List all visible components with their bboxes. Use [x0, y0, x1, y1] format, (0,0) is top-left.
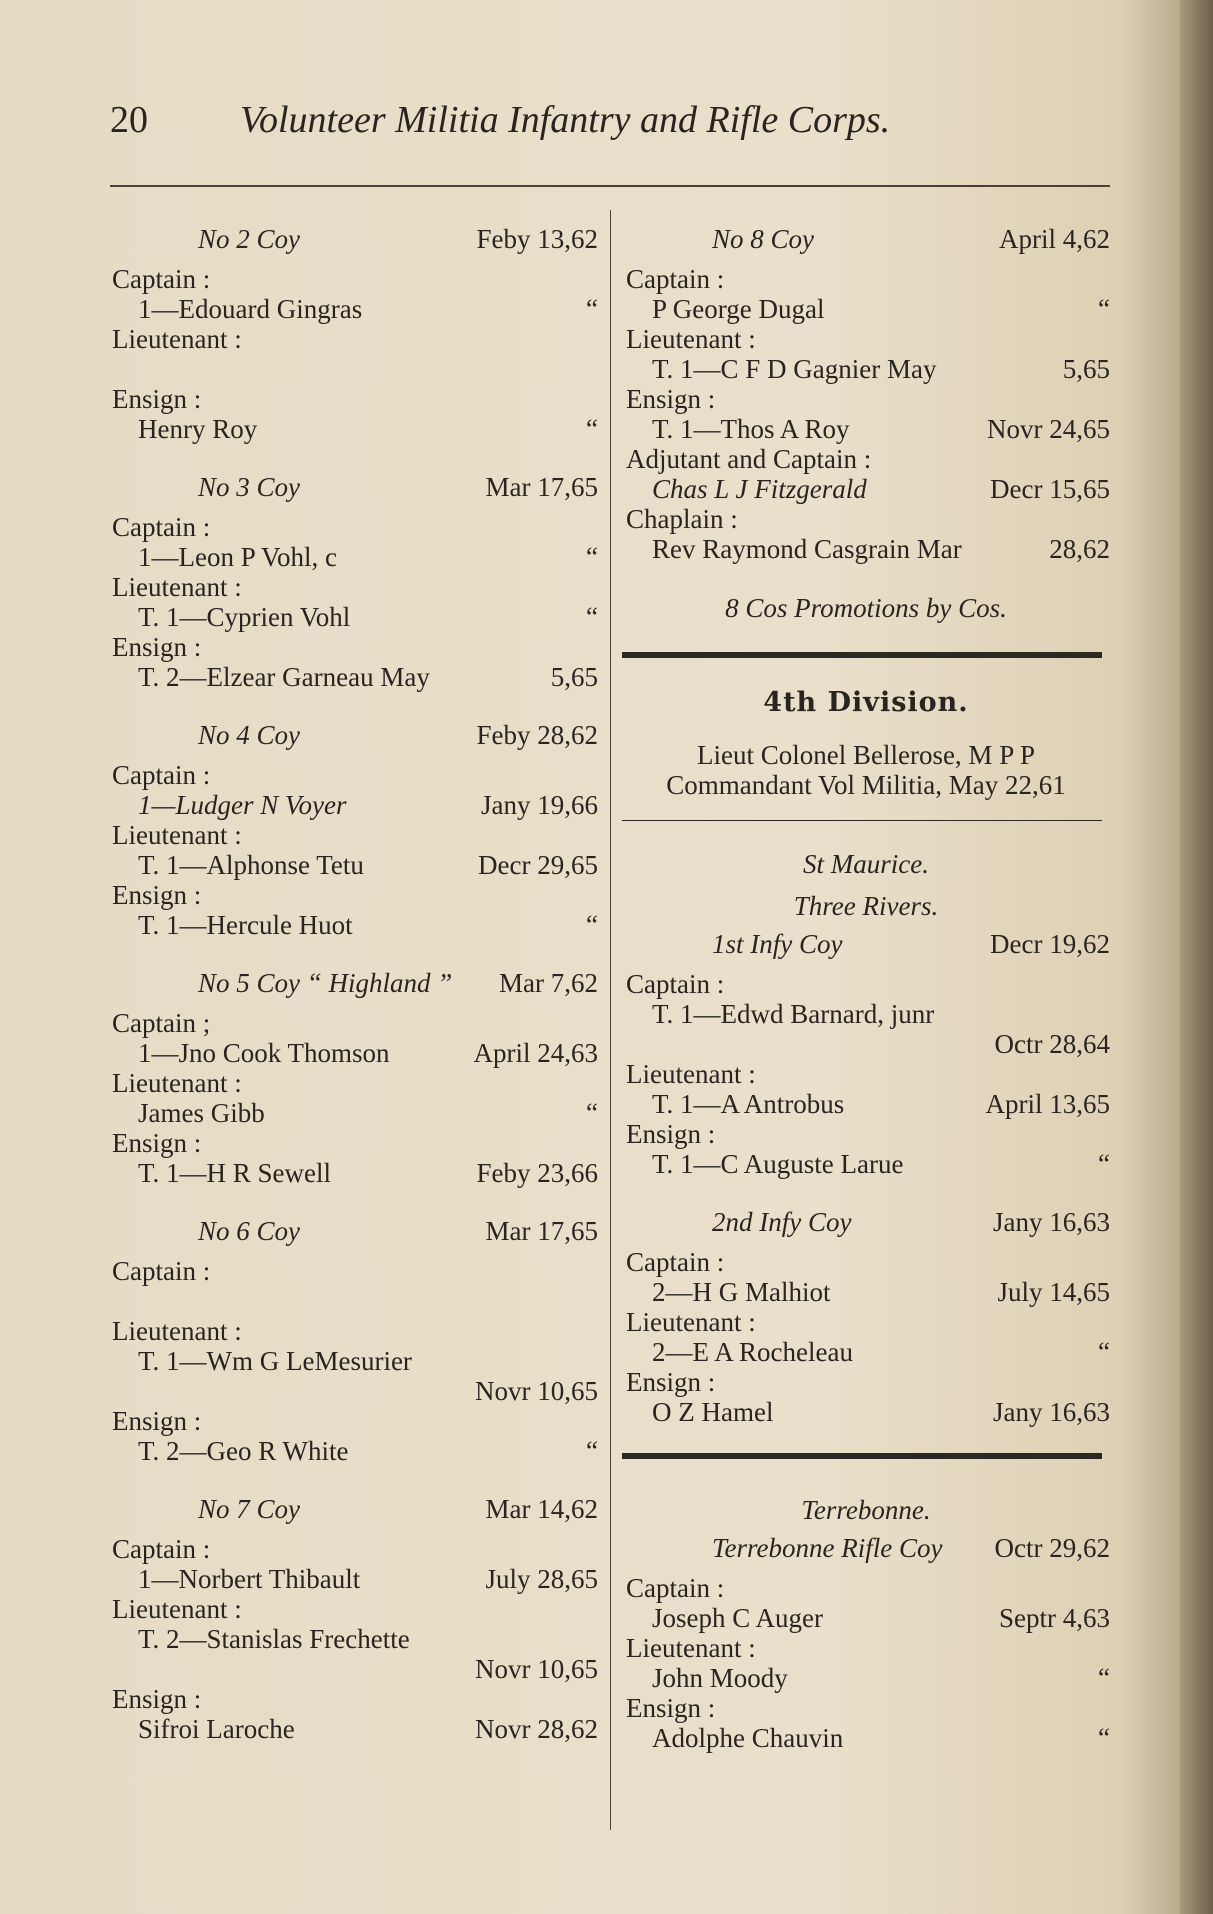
- company-entry: [108, 718, 598, 940]
- entry-line: [108, 602, 598, 632]
- commission-date: Septr 4,63: [999, 1603, 1110, 1633]
- entry-line: [108, 1068, 598, 1098]
- rank-label: Ensign :: [112, 1684, 202, 1714]
- entry-line: [108, 1684, 598, 1714]
- entry-line: [622, 504, 1110, 534]
- entry-line: [108, 294, 598, 324]
- officer-name: T. 1—Cyprien Vohl: [138, 602, 351, 632]
- entry-line: [108, 1098, 598, 1128]
- officer-name: 1—Edouard Gingras: [138, 294, 363, 324]
- commission-date: “: [586, 602, 598, 632]
- company-entry: [108, 1214, 598, 1466]
- entry-line: [108, 1346, 598, 1376]
- officer-name: John Moody: [652, 1663, 788, 1693]
- rank-label: Lieutenant :: [626, 1633, 756, 1663]
- rank-label: Lieutenant :: [626, 324, 756, 354]
- section-rule: [622, 652, 1102, 658]
- division-heading: 4th Division.: [763, 687, 969, 718]
- commission-date: July 14,65: [997, 1277, 1110, 1307]
- officer-name: 1—Leon P Vohl, c: [138, 542, 338, 572]
- company-entry: [108, 222, 598, 444]
- company-date: Mar 7,62: [499, 968, 598, 998]
- commission-date: Novr 10,65: [475, 1376, 598, 1406]
- officer-name: T. 2—Elzear Garneau May: [138, 662, 430, 692]
- entry-line: [622, 354, 1110, 384]
- officer-name: Rev Raymond Casgrain Mar: [652, 534, 962, 564]
- entry-line: [622, 999, 1110, 1029]
- rank-label: Ensign :: [112, 632, 202, 662]
- rank-label: Captain :: [626, 1573, 725, 1603]
- entry-line: [622, 444, 1110, 474]
- company-heading: [622, 1205, 1110, 1247]
- officer-name: P George Dugal: [652, 294, 825, 324]
- rank-label: Ensign :: [112, 1406, 202, 1436]
- entry-line: [622, 1119, 1110, 1149]
- entry-line: [108, 1594, 598, 1624]
- entry-line: [108, 1624, 598, 1654]
- running-title: Volunteer Militia Infantry and Rifle Corps.: [240, 99, 891, 141]
- entry-line: [108, 1714, 598, 1744]
- book-spine: [1180, 0, 1213, 1914]
- company-heading: [622, 222, 1110, 264]
- rank-label: Captain :: [112, 512, 211, 542]
- entry-line: [622, 1089, 1110, 1119]
- entry-line: [108, 880, 598, 910]
- rank-label: Captain :: [626, 1247, 725, 1277]
- commission-date: Octr 28,64: [994, 1029, 1110, 1059]
- entry-line: [108, 1654, 598, 1684]
- entry-line: [622, 1397, 1110, 1427]
- entry-line: [622, 1367, 1110, 1397]
- company-name: No 7 Coy: [198, 1494, 301, 1524]
- company-heading: [108, 1214, 598, 1256]
- officer-name: T. 1—Alphonse Tetu: [138, 850, 364, 880]
- officer-name: O Z Hamel: [652, 1397, 774, 1427]
- officer-name: Sifroi Laroche: [138, 1714, 295, 1744]
- company-name: Terrebonne Rifle Coy: [712, 1533, 943, 1563]
- commission-date: April 24,63: [473, 1038, 598, 1068]
- entry-line: [108, 1564, 598, 1594]
- commission-date: Novr 10,65: [475, 1654, 598, 1684]
- entry-line: [108, 1128, 598, 1158]
- commission-date: “: [1098, 1723, 1110, 1753]
- company-name: 2nd Infy Coy: [712, 1207, 852, 1237]
- rank-label: Captain :: [112, 264, 211, 294]
- region-heading: Terrebonne.: [801, 1495, 931, 1525]
- commission-date: “: [586, 910, 598, 940]
- company-date: Octr 29,62: [994, 1533, 1110, 1563]
- company-date: Jany 16,63: [993, 1207, 1110, 1237]
- officer-name: T. 1—A Antrobus: [652, 1089, 845, 1119]
- commission-date: “: [586, 414, 598, 444]
- entry-line: [108, 1406, 598, 1436]
- commission-date: Decr 15,65: [990, 474, 1110, 504]
- rank-label: Captain :: [112, 1256, 211, 1286]
- entry-line: [108, 1286, 598, 1316]
- entry-line: [108, 760, 598, 790]
- company-heading: [622, 927, 1110, 969]
- commission-date: “: [586, 1098, 598, 1128]
- rank-label: Captain ;: [112, 1008, 211, 1038]
- officer-name: James Gibb: [138, 1098, 265, 1128]
- officer-name: 1—Norbert Thibault: [138, 1564, 361, 1594]
- rank-label: Lieutenant :: [112, 1068, 242, 1098]
- officer-name: Chas L J Fitzgerald: [652, 474, 867, 504]
- entry-line: [108, 542, 598, 572]
- commission-date: Decr 29,65: [478, 850, 598, 880]
- rank-label: Captain :: [626, 264, 725, 294]
- entry-line: [108, 910, 598, 940]
- rank-label: Lieutenant :: [112, 1594, 242, 1624]
- company-entry: [108, 470, 598, 692]
- rank-label: Ensign :: [112, 880, 202, 910]
- commission-date: Novr 24,65: [987, 414, 1110, 444]
- company-entry: [622, 222, 1110, 564]
- rank-label: Captain :: [626, 969, 725, 999]
- company-name: No 8 Coy: [712, 224, 815, 254]
- town-heading: Three Rivers.: [793, 891, 939, 921]
- entry-line: [622, 534, 1110, 564]
- rank-label: Chaplain :: [626, 504, 738, 534]
- entry-line: [622, 1277, 1110, 1307]
- entry-line: [108, 1316, 598, 1346]
- entry-line: [108, 1008, 598, 1038]
- entry-line: [108, 1534, 598, 1564]
- officer-name: T. 1—C Auguste Larue: [652, 1149, 904, 1179]
- division-commander-line2: Commandant Vol Militia, May 22,61: [666, 770, 1066, 800]
- entry-line: [622, 1573, 1110, 1603]
- rank-label: Captain :: [112, 1534, 211, 1564]
- company-entry: [622, 927, 1110, 1179]
- entry-line: [622, 1693, 1110, 1723]
- officer-name: 1—Ludger N Voyer: [138, 790, 347, 820]
- rank-label: Ensign :: [112, 384, 202, 414]
- company-date: Feby 13,62: [476, 224, 598, 254]
- commission-date: “: [586, 294, 598, 324]
- commission-date: Jany 16,63: [993, 1397, 1110, 1427]
- rank-label: Lieutenant :: [112, 1316, 242, 1346]
- entry-line: [108, 850, 598, 880]
- rank-label: Lieutenant :: [112, 820, 242, 850]
- officer-name: T. 1—Thos A Roy: [652, 414, 850, 444]
- entry-line: [622, 264, 1110, 294]
- commission-date: Jany 19,66: [481, 790, 598, 820]
- company-heading: [622, 1531, 1110, 1573]
- entry-line: [622, 1059, 1110, 1089]
- company-heading: [108, 222, 598, 264]
- entry-line: [108, 264, 598, 294]
- commission-date: “: [586, 1436, 598, 1466]
- entry-line: [108, 572, 598, 602]
- entry-line: [108, 512, 598, 542]
- entry-line: [622, 1337, 1110, 1367]
- company-name: No 2 Coy: [198, 224, 301, 254]
- entry-line: [622, 294, 1110, 324]
- rank-label: Lieutenant :: [112, 572, 242, 602]
- entry-line: [622, 1307, 1110, 1337]
- entry-line: [108, 662, 598, 692]
- entry-line: [622, 474, 1110, 504]
- right-column: [622, 222, 1110, 1779]
- entry-line: [622, 384, 1110, 414]
- commission-date: Feby 23,66: [476, 1158, 598, 1188]
- entry-line: [622, 1149, 1110, 1179]
- page-header: [110, 92, 1070, 152]
- officer-name: Henry Roy: [138, 414, 258, 444]
- company-date: Mar 17,65: [485, 472, 598, 502]
- entry-line: [108, 354, 598, 384]
- company-name: No 5 Coy “ Highland ”: [198, 968, 453, 998]
- company-name: No 3 Coy: [198, 472, 301, 502]
- company-date: Decr 19,62: [990, 929, 1110, 959]
- company-date: Feby 28,62: [476, 720, 598, 750]
- entry-line: [622, 969, 1110, 999]
- entry-line: [108, 790, 598, 820]
- officer-name: Adolphe Chauvin: [652, 1723, 844, 1753]
- officer-name: 2—H G Malhiot: [652, 1277, 831, 1307]
- entry-line: [108, 820, 598, 850]
- company-name: No 6 Coy: [198, 1216, 301, 1246]
- rank-label: Lieutenant :: [626, 1307, 756, 1337]
- promotions-note: 8 Cos Promotions by Cos.: [725, 593, 1007, 623]
- commission-date: 5,65: [550, 662, 598, 692]
- company-entry: [622, 1531, 1110, 1753]
- rank-label: Lieutenant :: [626, 1059, 756, 1089]
- entry-line: [622, 1663, 1110, 1693]
- rank-label: Adjutant and Captain :: [626, 444, 872, 474]
- company-heading: [108, 966, 598, 1008]
- company-date: Mar 14,62: [485, 1494, 598, 1524]
- commission-date: “: [1098, 1663, 1110, 1693]
- officer-name: T. 1—C F D Gagnier May: [652, 354, 937, 384]
- commission-date: “: [1098, 294, 1110, 324]
- officer-name: 2—E A Rocheleau: [652, 1337, 853, 1367]
- entry-line: [108, 632, 598, 662]
- company-heading: [108, 718, 598, 760]
- commission-date: “: [1098, 1337, 1110, 1367]
- entry-line: [622, 1247, 1110, 1277]
- commission-date: “: [1098, 1149, 1110, 1179]
- commission-date: April 13,65: [985, 1089, 1110, 1119]
- entry-line: [622, 1603, 1110, 1633]
- division-commander-line1: Lieut Colonel Bellerose, M P P: [697, 740, 1035, 770]
- thin-rule: [622, 820, 1102, 821]
- company-entry: [622, 1205, 1110, 1427]
- entry-line: [108, 1376, 598, 1406]
- officer-name: T. 2—Geo R White: [138, 1436, 349, 1466]
- column-divider: [610, 210, 611, 1830]
- rank-label: Captain :: [112, 760, 211, 790]
- rank-label: Lieutenant :: [112, 324, 242, 354]
- commission-date: 5,65: [1062, 354, 1110, 384]
- commission-date: July 28,65: [485, 1564, 598, 1594]
- region-heading: St Maurice.: [803, 849, 929, 879]
- commission-date: “: [586, 542, 598, 572]
- rank-label: Ensign :: [626, 1693, 716, 1723]
- entry-line: [622, 324, 1110, 354]
- company-heading: [108, 1492, 598, 1534]
- officer-name: Joseph C Auger: [652, 1603, 823, 1633]
- entry-line: [108, 1436, 598, 1466]
- company-entry: [108, 966, 598, 1188]
- page-number: 20: [110, 99, 148, 141]
- commission-date: 28,62: [1049, 534, 1110, 564]
- officer-name: 1—Jno Cook Thomson: [138, 1038, 390, 1068]
- rank-label: Ensign :: [626, 1119, 716, 1149]
- officer-name: T. 1—Wm G LeMesurier: [138, 1346, 412, 1376]
- left-column: [108, 222, 598, 1770]
- header-rule: [110, 185, 1110, 187]
- company-date: Mar 17,65: [485, 1216, 598, 1246]
- entry-line: [622, 1633, 1110, 1663]
- entry-line: [108, 324, 598, 354]
- officer-name: T. 1—H R Sewell: [138, 1158, 331, 1188]
- entry-line: [108, 1158, 598, 1188]
- company-date: April 4,62: [999, 224, 1110, 254]
- entry-line: [622, 1029, 1110, 1059]
- company-entry: [108, 1492, 598, 1744]
- entry-line: [108, 384, 598, 414]
- section-rule: [622, 1453, 1102, 1459]
- company-name: 1st Infy Coy: [712, 929, 843, 959]
- entry-line: [108, 414, 598, 444]
- rank-label: Ensign :: [626, 384, 716, 414]
- officer-name: T. 1—Hercule Huot: [138, 910, 353, 940]
- entry-line: [108, 1256, 598, 1286]
- rank-label: Ensign :: [112, 1128, 202, 1158]
- officer-name: T. 1—Edwd Barnard, junr: [652, 999, 935, 1029]
- entry-line: [108, 1038, 598, 1068]
- rank-label: Ensign :: [626, 1367, 716, 1397]
- commission-date: Novr 28,62: [475, 1714, 598, 1744]
- company-name: No 4 Coy: [198, 720, 301, 750]
- entry-line: [622, 414, 1110, 444]
- officer-name: T. 2—Stanislas Frechette: [138, 1624, 410, 1654]
- company-heading: [108, 470, 598, 512]
- entry-line: [622, 1723, 1110, 1753]
